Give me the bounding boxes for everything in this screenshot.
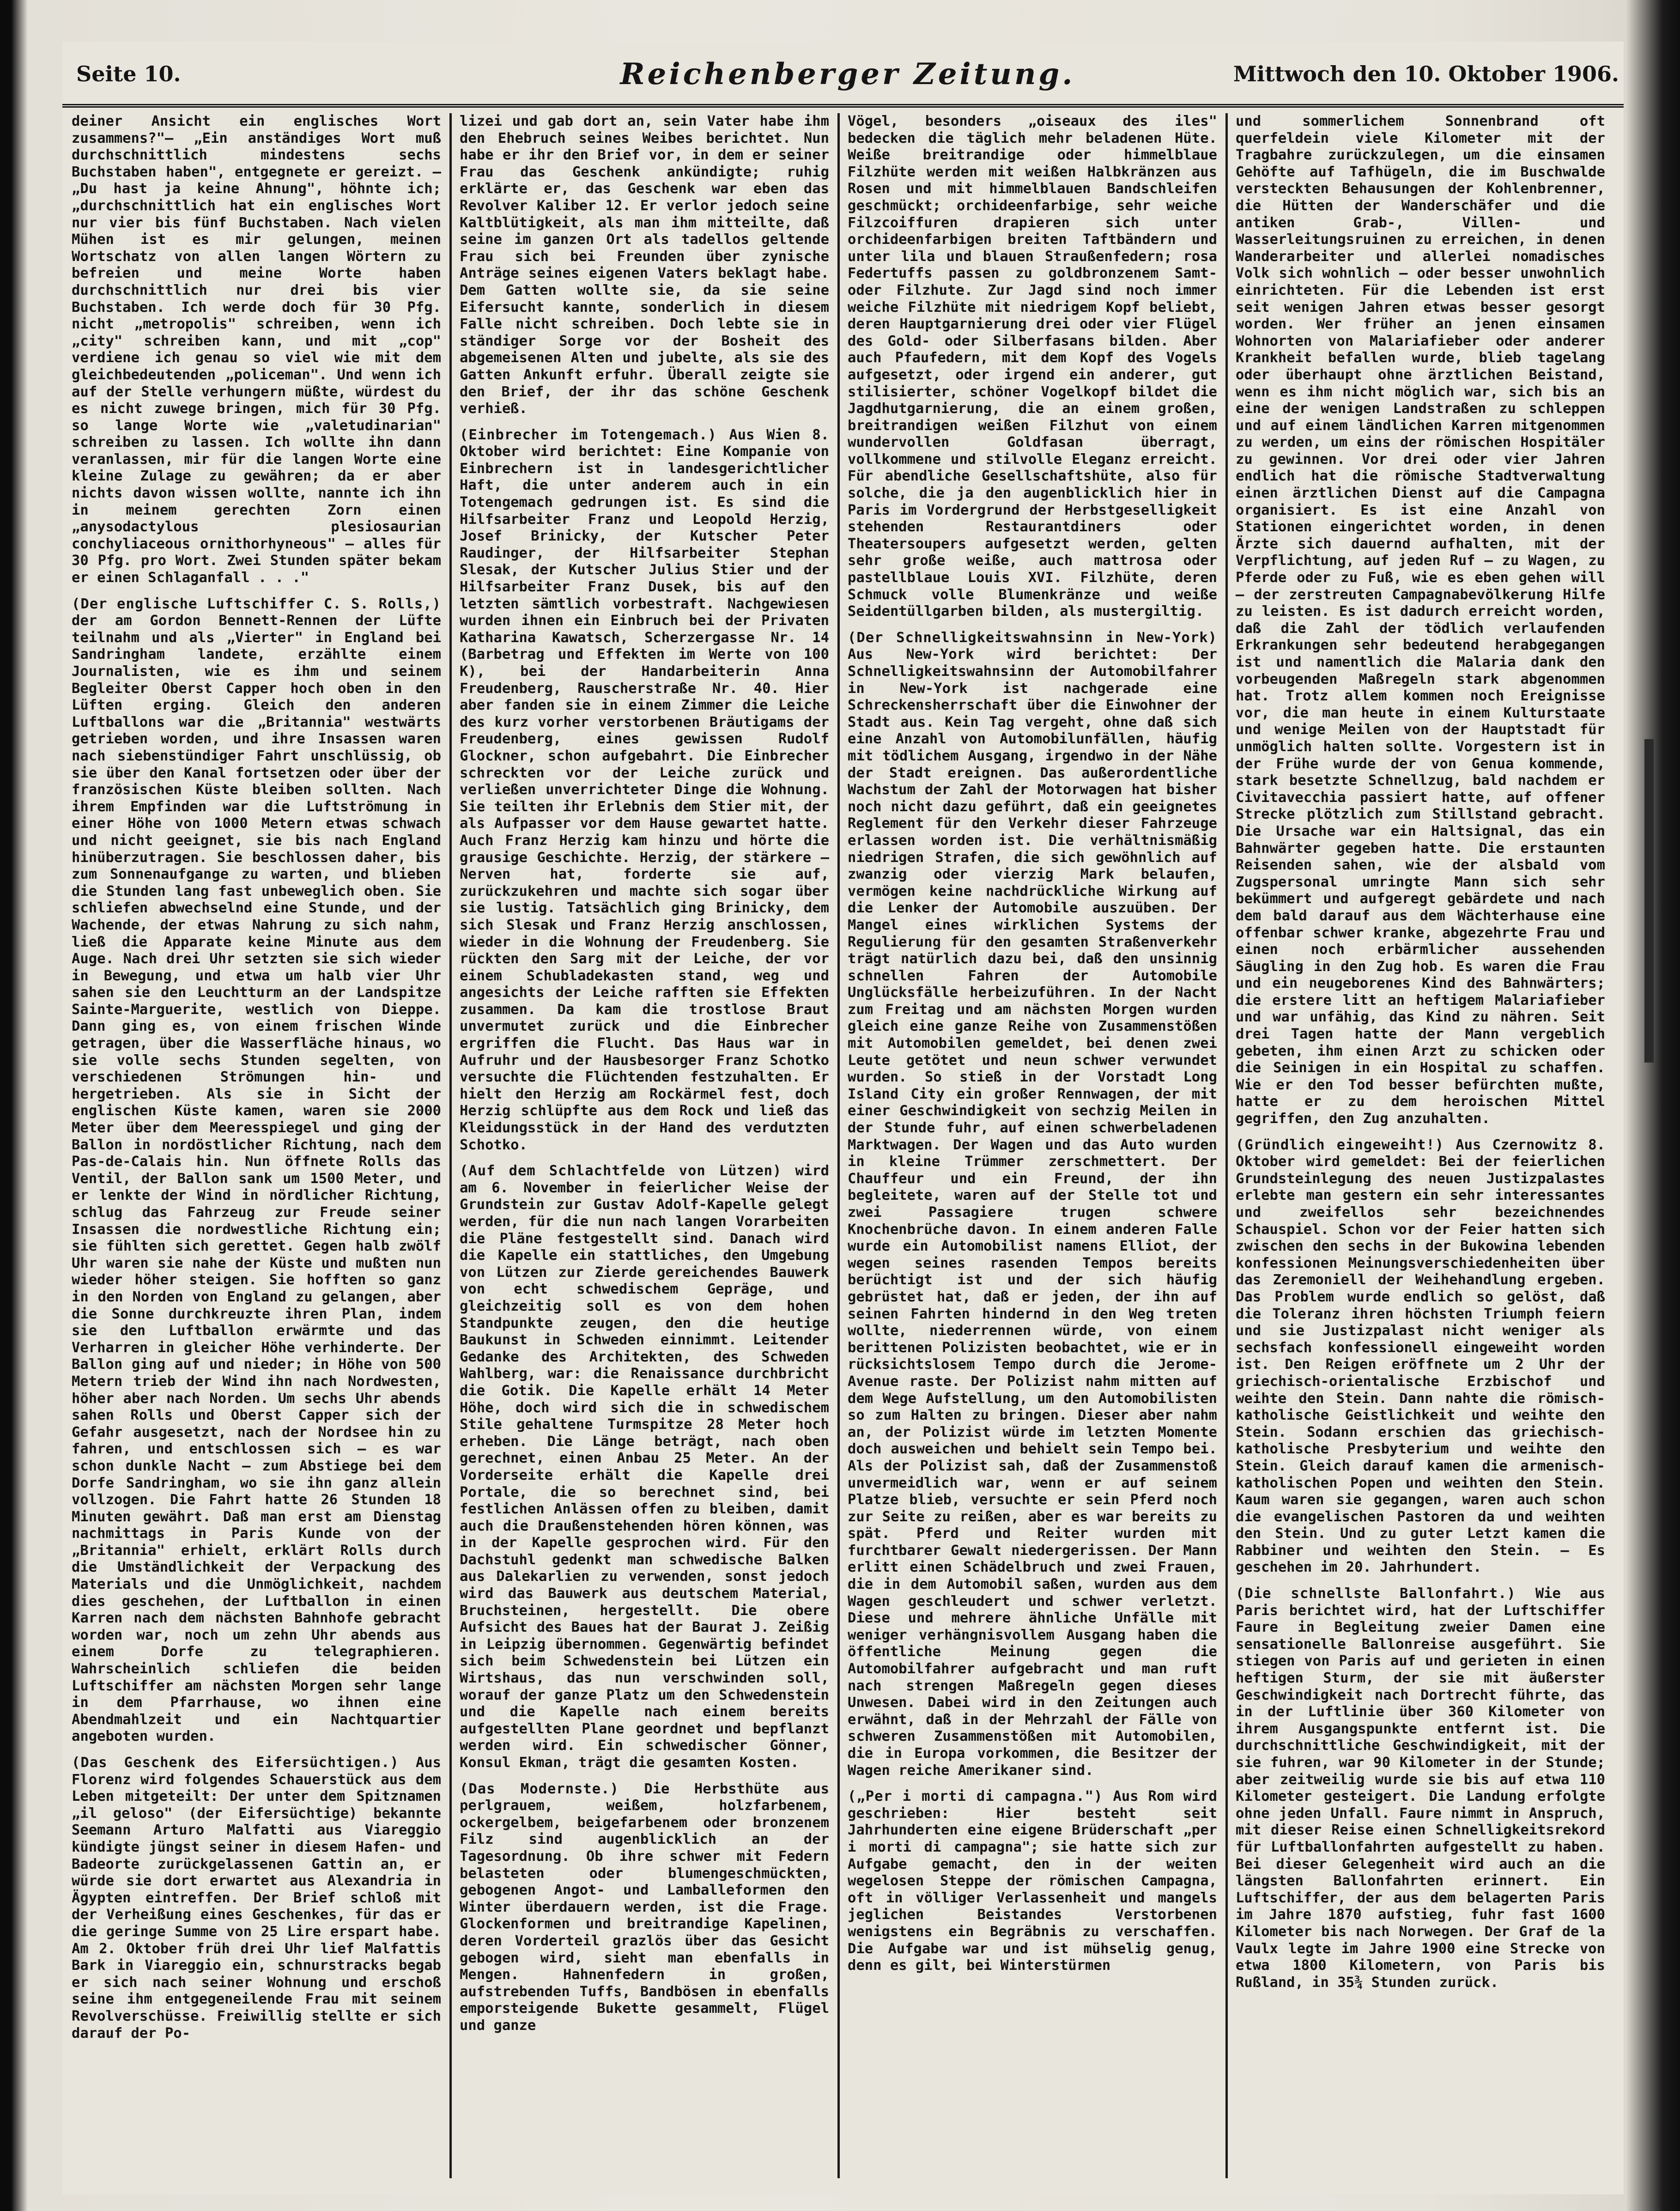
article-heading: (Der englische Luftschiffer C. S. Rolls,) (72, 595, 441, 612)
article-body: lizei und gab dort an, sein Vater habe ihm den Ehebruch seines Weibes berichtet. Nun habe er ihr den Brief vor, in dem er seiner Frau das Geschenk ankündigte; ruhig erklärte er, das Geschenk war eben das Revolver Kaliber 12. Er verlor jedoch seine Kaltblütigkeit, als man ihm mitteilte, daß seine im ganzen Ort als tadellos geltende Frau sich bei Freunden über zynische Anträge seines eigenen Vaters beklagt habe. Dem Gatten wollte sie, da sie seine Eifersucht kannte, sonderlich in diesem Falle nicht schreiben. Doch lebte sie in ständiger Sorge vor der Bosheit des abgemeisenen Alten und jubelte, als sie des Gatten Ankunft erfuhr. Überall zeigte sie den Brief, der ihr das schöne Geschenk verhieß. (460, 113, 829, 417)
article (460, 1163, 829, 1771)
article (72, 596, 441, 1745)
article-body: wird am 6. November in feierlicher Weise der Grundstein zur Gustav Adolf-Kapelle gelegt werden, für die nun nach langen Vorarbeiten die Pläne festgestellt sind. Danach wird die Kapelle ein stattliches, den Umgebung von Lützen zur Zierde gereichendes Bauwerk von echt schwedischem Gepräge, und gleichzeitig soll es von dem hohen Standpunkte zeugen, den die heutige Baukunst in Schweden einnimmt. Leitender Gedanke des Architekten, des Schweden Wahlberg, war: die Renaissance durchbricht die Gotik. Die Kapelle erhält 14 Meter Höhe, doch wird sich die in schwedischem Stile gehaltene Turmspitze 28 Meter hoch erheben. Die Länge beträgt, nach oben gerechnet, einen Anbau 25 Meter. An der Vorderseite erhält die Kapelle drei Portale, die so berechnet sind, bei festlichen Anlässen offen zu bleiben, damit auch die Draußenstehenden hören können, was in der Kapelle gesprochen wird. Für den Dachstuhl gedenkt man schwedische Balken aus Dalekarlien zu verwenden, sonst jedoch wird das Bauwerk aus deutschem Material, Bruchsteinen, hergestellt. Die obere Aufsicht des Baues hat der Baurat J. Zeißig in Leipzig übernommen. Gegenwärtig befindet sich beim Schwedenstein bei Lützen ein Wirtshaus, das nun verschwinden soll, worauf der ganze Platz um den Schwedenstein und die Kapelle nach einem bereits aufgestellten Plane geordnet und bepflanzt werden wird. Ein schwedischer Gönner, Konsul Ekman, trägt die gesamten Kosten. (460, 1163, 829, 1771)
article-heading: (Der Schnelligkeitswahnsinn in New-York) (848, 629, 1217, 646)
article (72, 1755, 441, 2042)
newspaper-page (62, 42, 1624, 2194)
article-heading: (Einbrecher im Totengemach.) (460, 426, 729, 443)
column-3 (848, 113, 1217, 2183)
article-heading: (Auf dem Schlachtfelde von Lützen) (460, 1163, 795, 1179)
article (460, 1781, 829, 2035)
article-body: deiner Ansicht ein englisches Wort zusammens?"— „Ein anständiges Wort muß durchschnittlich mindestens sechs Buchstaben haben", entgegnete er gereizt. — „Du hast ja keine Ahnung", höhnte ich; „durchschnittlich hat ein englisches Wort nur vier bis fünf Buchstaben. Nach vielen Mühen ist es mir gelungen, meinen Wortschatz von allen langen Wörtern zu befreien und meine Worte haben durchschnittlich nur drei bis vier Buchstaben. Ich werde doch für 30 Pfg. nicht „metropolis" schreiben, wenn ich „city" schreiben kann, und mit „cop" verdiene ich genau so viel wie mit dem gleichbedeutenden „policeman". Und wenn ich auf der Stelle verhungern müßte, würdest du es nicht zuwege bringen, mich für 30 Pfg. so lange Worte wie „valetudinarian" schreiben zu lassen. Ich wollte ihn dann veranlassen, mir für die langen Worte eine kleine Zulage zu gewähren; da er aber nichts davon wissen wollte, nannte ich ihn in meinem gerechten Zorn einen „anysodactylous plesiosaurian conchyliaceous ornithorhyneous" — alles für 30 Pfg. pro Wort. Zwei Stunden später bekam er einen Schlaganfall . . ." (72, 113, 441, 586)
page-header (62, 53, 1624, 108)
column-4 (1236, 113, 1605, 2183)
article (848, 113, 1217, 620)
article-heading: (Das Geschenk des Eifersüchtigen.) (72, 1755, 416, 1771)
article-body: Aus Rom wird geschrieben: Hier besteht seit Jahrhunderten eine eigene Brüderschaft „per i morti di campagna"; sie hatte sich zur Aufgabe gemacht, den in der weiten wegelosen Steppe der römischen Campagna, oft in völliger Verlassenheit und mangels jeglichen Beistandes Verstorbenen wenigstens ein Begräbnis zu verschaffen. Die Aufgabe war und ist mühselig genug, denn es gilt, bei Winterstürmen (848, 1788, 1217, 1974)
column-1 (72, 113, 441, 2183)
article-heading: (Das Modernste.) (460, 1780, 644, 1797)
article (72, 113, 441, 587)
issue-date: Mittwoch den 10. Oktober 1906. (1233, 61, 1619, 86)
article-body: Vögel, besonders „oiseaux des iles" bedecken die täglich mehr beladenen Hüte. Weiße breitrandige oder himmelblaue Filzhüte werden mit weißen Halbkränzen aus Rosen und mit himmelblauen Bandschleifen geschmückt; orchideenfarbige, sehr weiche Filzcoiffuren drapieren sich unter orchideenfarbigen breiten Taftbändern und unter lila und blauen Straußenfedern; rosa Federtuffs passen zu goldbronzenem Samt- oder Filzhute. Zur Jagd sind noch immer weiche Filzhüte mit niedrigem Kopf beliebt, deren Hauptgarnierung drei oder vier Flügel des Gold- oder Silberfasans bilden. Aber auch Pfaufedern, mit dem Kopf des Vogels aufgesetzt, oder irgend ein anderer, gut stilisierter, schöner Vogelkopf bildet die Jagdhutgarnierung, die an einem großen, breitrandigen weißen Filzhut von einem wundervollen Goldfasan überragt, vollkommene und stilvolle Eleganz erreicht. Für abendliche Gesellschaftshüte, also für solche, die ja den augenblicklich hier in Paris im Vordergrund der Herbstgeselligkeit stehenden Restaurantdiners oder Theatersoupers aufgesetzt werden, gelten sehr große weiße, auch mattrosa oder pastellblaue Louis XVI. Filzhüte, deren Schmuck volle Blumenkränze und weiße Seidentüllgarben bilden, als mustergiltig. (848, 113, 1217, 620)
article-body: Aus Wien 8. Oktober wird berichtet: Eine Kompanie von Einbrechern ist in landesgerichtlicher Haft, die unter anderem auch in ein Totengemach gedrungen ist. Es sind die Hilfsarbeiter Franz und Leopold Herzig, Josef Brinicky, der Kutscher Peter Raudinger, der Hilfsarbeiter Stephan Slesak, der Kutscher Julius Stier und der Hilfsarbeiter Franz Dusek, bis auf den letzten sämtlich vorbestraft. Nachgewiesen wurden ihnen ein Einbruch bei der Privaten Katharina Kawatsch, Scherzergasse Nr. 14 (Barbetrag und Effekten im Werte von 100 K), bei der Handarbeiterin Anna Freudenberg, Rauscherstraße Nr. 40. Hier aber fanden sie in einem Zimmer die Leiche des kurz vorher verstorbenen Bräutigams der Freudenberg, eines gewissen Rudolf Glockner, schon aufgebahrt. Die Einbrecher schreckten vor der Leiche zurück und verließen unverrichteter Dinge die Wohnung. Sie teilten ihr Erlebnis dem Stier mit, der als Aufpasser vor dem Hause gewartet hatte. Auch Franz Herzig kam hinzu und hörte die grausige Geschichte. Herzig, der stärkere — Nerven hat, forderte sie auf, zurückzukehren und machte sich sogar über sie lustig. Tatsächlich ging Brinicky, dem sich Slesak und Franz Herzig anschlossen, wieder in die Wohnung der Freudenberg. Sie rückten den Sarg mit der Leiche, der vor einem Schubladekasten stand, weg und angesichts der Leiche rafften sie Effekten zusammen. Da kam die trostlose Braut unvermutet zurück und die Einbrecher ergriffen die Flucht. Das Haus war in Aufruhr und der Hausbesorger Franz Schotko versuchte die Flüchtenden festzuhalten. Er hielt den Herzig am Rockärmel fest, doch Herzig schlüpfte aus dem Rock und ließ das Kleidungsstück in der Hand des verdutzten Schotko. (460, 426, 829, 1153)
article-body: Aus New-York wird berichtet: Der Schnelligkeitswahnsinn der Automobilfahrer in New-York ist nachgerade eine Schreckensherrschaft über die Einwohner der Stadt aus. Kein Tag vergeht, ohne daß sich eine Anzahl von Automobilunfällen, häufig mit tödlichem Ausgang, irgendwo in der Nähe der Stadt ereignen. Das außerordentliche Wachstum der Zahl der Motorwagen hat bisher noch nicht dazu geführt, daß ein geeignetes Reglement für den Verkehr dieser Fahrzeuge erlassen worden ist. Die verhältnismäßig niedrigen Strafen, die sich gewöhnlich auf zwanzig oder vierzig Mark belaufen, vermögen keine nachdrückliche Wirkung auf die Lenker der Automobile auszuüben. Der Mangel eines wirklichen Systems der Regulierung für den gesamten Straßenverkehr trägt natürlich dazu bei, daß den unsinnig schnellen Fahren der Automobile Unglücksfälle herbeizuführen. In der Nacht zum Freitag und am nächsten Morgen wurden gleich eine ganze Reihe von Zusammenstößen mit Automobilen gemeldet, bei denen zwei Leute getötet und neun schwer verwundet wurden. So stieß in der Vorstadt Long Island City ein großer Rennwagen, der mit einer Geschwindigkeit von sechzig Meilen in der Stunde fuhr, auf einen schwerbeladenen Marktwagen. Der Wagen und das Auto wurden in kleine Trümmer zerschmettert. Der Chauffeur und ein Freund, der ihn begleitete, waren auf der Stelle tot und zwei Passagiere trugen schwere Knochenbrüche davon. In einem anderen Falle wurde ein Automobilist namens Elliot, der wegen seines rasenden Tempos bereits berüchtigt ist und der sich häufig gebrüstet hat, daß er jeden, der ihn auf seinen Fahrten hindernd in den Weg treten wollte, niederrennen würde, von einem berittenen Polizisten beobachtet, wie er in rücksichtslosem Tempo durch die Jerome-Avenue raste. Der Polizist nahm mitten auf dem Wege Aufstellung, um den Automobilisten so zum Halten zu bringen. Dieser aber nahm an, der Polizist würde im letzten Momente doch ausweichen und behielt sein Tempo bei. Als der Polizist sah, daß der Zusammenstoß unvermeidlich war, wenn er auf seinem Platze blieb, versuchte er sein Pferd noch zur Seite zu reißen, aber es war bereits zu spät. Pferd und Reiter wurden mit furchtbarer Gewalt niedergerissen. Der Mann erlitt einen Schädelbruch und zwei Frauen, die in dem Automobil saßen, wurden aus dem Wagen geschleudert und schwer verletzt. Diese und mehrere ähnliche Unfälle mit weniger verhängnisvollem Ausgang haben die öffentliche Meinung gegen die Automobilfahrer aufgebracht und man ruft nach strengen Maßregeln gegen dieses Unwesen. Dabei wird in den Zeitungen auch erwähnt, daß in der Mehrzahl der Fälle von schweren Zusammenstößen mit Automobilen, die in Europa vorkommen, die Besitzer der Wagen reiche Amerikaner sind. (848, 646, 1217, 1779)
article (1236, 1137, 1605, 1576)
article-heading: (Gründlich eingeweiht!) (1236, 1136, 1456, 1153)
article (460, 427, 829, 1154)
article (460, 113, 829, 418)
article-body: der am Gordon Bennett-Rennen der Lüfte teilnahm und als „Vierter" in England bei Sandringham landete, erzählte einem Journalisten, wie es ihm und seinem Begleiter Oberst Capper hoch oben in den Lüften erging. Gleich den anderen Luftballons war die „Britannia" westwärts getrieben worden, und ihre Insassen waren nach siebenstündiger Fahrt unschlüssig, ob sie über den Kanal fortsetzen oder über der französischen Küste bleiben sollten. Nach ihrem Empfinden war die Luftströmung in einer Höhe von 1000 Metern etwas schwach und nicht geeignet, sie bis nach England hinüberzutragen. Sie beschlossen daher, bis zum Sonnenaufgange zu warten, und blieben die Stunden lang fast unbeweglich oben. Sie schliefen abwechselnd eine Stunde, und der Wachende, der etwas Nahrung zu sich nahm, ließ die Apparate keine Minute aus dem Auge. Nach drei Uhr setzten sie sich wieder in Bewegung, und etwa um halb vier Uhr sahen sie den Leuchtturm an der Landspitze Sainte-Marguerite, westlich von Dieppe. Dann ging es, von einem frischen Winde getragen, über die Wasserfläche hinaus, wo sie volle sechs Stunden segelten, von verschiedenen Strömungen hin- und hergetrieben. Als sie in Sicht der englischen Küste kamen, waren sie 2000 Meter über dem Meeresspiegel und ging der Ballon in nordöstlicher Richtung, nach dem Pas-de-Calais hin. Nun öffnete Rolls das Ventil, der Ballon sank um 1500 Meter, und er lenkte der Wind in nördlicher Richtung, schlug das Fahrzeug zur Freude seiner Insassen die nordwestliche Richtung ein; sie fühlten sich gerettet. Gegen halb zwölf Uhr waren sie nahe der Küste und mußten nun wieder höher steigen. Sie hofften so ganz in den Norden von England zu gelangen, aber die Sonne durchkreuzte ihren Plan, indem sie den Luftballon erwärmte und das Verharren in gleicher Höhe verhinderte. Der Ballon ging auf und nieder; in Höhe von 500 Metern trieb der Wind ihn nach Nordwesten, höher aber nach Norden. Um sechs Uhr abends sahen Rolls und Oberst Capper sich der Gefahr ausgesetzt, nach der Nordsee hin zu fahren, und entschlossen sich — es war schon dunkle Nacht — zum Abstiege bei dem Dorfe Sandringham, wo sie ihn ganz allein vollzogen. Die Fahrt hatte 26 Stunden 18 Minuten gewährt. Daß man erst am Dienstag nachmittags in Paris Kunde von der „Britannia" erhielt, erklärt Rolls durch die Umständlichkeit der Verpackung des Materials und die Unmöglichkeit, nachdem dies geschehen, der Luftballon in einen Karren nach dem nächsten Bahnhofe gebracht worden war, noch um zehn Uhr abends aus einem Dorfe zu telegraphieren. Wahrscheinlich schliefen die beiden Luftschiffer am nächsten Morgen sehr lange in dem Pfarrhause, wo ihnen eine Abendmahlzeit und ein Nachtquartier angeboten wurden. (72, 613, 441, 1745)
column-rule (449, 113, 452, 2178)
article (1236, 113, 1605, 1128)
article (1236, 1585, 1605, 1991)
column-rule (1225, 113, 1228, 2178)
page-number: Seite 10. (76, 61, 181, 86)
masthead-title: Reichenberger Zeitung. (620, 57, 1075, 91)
article-body: Aus Florenz wird folgendes Schauerstück aus dem Leben mitgeteilt: Der unter dem Spitznamen „il geloso" (der Eifersüchtige) bekannte Seemann Arturo Malfatti aus Viareggio kündigte jüngst seiner in diesem Hafen- und Badeorte zurückgelassenen Gattin an, er würde sie dort erwartet aus Alexandria in Ägypten eintreffen. Der Brief schloß mit der Verheißung eines Geschenkes, für das er die geringe Summe von 25 Lire erspart habe. Am 2. Oktober früh drei Uhr lief Malfattis Bark in Viareggio ein, schnurstracks begab er sich nach seiner Wohnung und erschoß seine ihm entgegeneilende Frau mit seinem Revolverschüsse. Freiwillig stellte er sich darauf der Po- (72, 1755, 441, 2041)
column-2 (460, 113, 829, 2183)
text-columns (62, 113, 1624, 2187)
article-body: Die Herbsthüte aus perlgrauem, weißem, holzfarbenem, ockergelbem, beigefarbenem oder bronzenem Filz sind augenblicklich an der Tagesordnung. Ob ihre schwer mit Federn belasteten oder blumengeschmückten, gebogenen Angot- und Lamballeformen den Winter überdauern werden, ist die Frage. Glockenformen und breitrandige Kapelinen, deren Vorderteil grazlös über das Gesicht gebogen wird, sieht man ebenfalls in Mengen. Hahnenfedern in großen, aufstrebenden Tuffs, Bandbösen in ebenfalls emporsteigende Bukette gesammelt, Flügel und ganze (460, 1780, 829, 2034)
scan-edge-strip (1644, 739, 1654, 1063)
article (848, 630, 1217, 1779)
article-body: Aus Czernowitz 8. Oktober wird gemeldet: Bei der feierlichen Grundsteinlegung des neuen Justizpalastes erlebte man gestern ein sehr interessantes und zweifellos sehr bezeichnendes Schauspiel. Schon vor der Feier hatten sich zwischen den sechs in der Bukowina lebenden konfessionen Meinungsverschiedenheiten über das Zeremoniell der Weihehandlung ergeben. Das Problem wurde endlich so gelöst, daß die Toleranz ihren höchsten Triumph feiern und sie Justizpalast nicht weniger als sechsfach konfessionell eingeweiht worden ist. Den Reigen eröffnete um 2 Uhr der griechisch-orientalische Erzbischof und weihte den Stein. Dann nahte die römisch-katholische Geistlichkeit und weihte den Stein. Sodann erschien das griechisch-katholische Presbyterium und weihte den Stein. Gleich darauf kamen die armenisch-katholischen Popen und weihten den Stein. Kaum waren sie gegangen, waren auch schon die evangelischen Pastoren da und weihten den Stein. Und zu guter Letzt kamen die Rabbiner und weihten den Stein. — Es geschehen im 20. Jahrhundert. (1236, 1136, 1605, 1576)
article (848, 1788, 1217, 1974)
article-body: und sommerlichem Sonnenbrand oft querfeldein viele Kilometer mit der Tragbahre zurückzulegen, um die einsamen Gehöfte auf Tafhügeln, die im Buschwalde versteckten Behausungen der Kohlenbrenner, die Hütten der Wanderschäfer und die antiken Grab-, Villen- und Wasserleitungsruinen zu erreichen, in denen Wanderarbeiter und allerlei nomadisches Volk sich wohnlich — oder besser unwohnlich einrichteten. Für die Lebenden ist erst seit wenigen Jahren etwas besser gesorgt worden. Wer früher an jenen einsamen Wohnorten von Malariafieber oder anderer Krankheit befallen wurde, blieb tagelang oder überhaupt ohne ärztlichen Beistand, wenn es ihm nicht möglich war, sich bis an eine der wenigen Landstraßen zu schleppen und auf einem ländlichen Karren mitgenommen zu werden, um eins der römischen Hospitäler zu gewinnen. Vor drei oder vier Jahren endlich hat die römische Stadtverwaltung einen ärztlichen Dienst auf die Campagna organisiert. Es ist eine Anzahl von Stationen eingerichtet worden, in denen Ärzte sich dauernd aufhalten, mit der Verpflichtung, auf jeden Ruf — zu Wagen, zu Pferde oder zu Fuß, wie es eben gehen will — der zerstreuten Campagnabevölkerung Hilfe zu leisten. Es ist dadurch erreicht worden, daß die Zahl der tödlich verlaufenden Erkrankungen sehr bedeutend herabgegangen ist und namentlich die Malaria dank den vorbeugenden Maßregeln stark abgenommen hat. Trotz allem kommen noch Ereignisse vor, die man heute in einem Kulturstaate und wenige Meilen von der Hauptstadt für unmöglich halten sollte. Vorgestern ist in der Frühe wurde der von Genua kommende, stark besetzte Schnellzug, bald nachdem er Civitavecchia passiert hatte, auf offener Strecke plötzlich zum Stillstand gebracht. Die Ursache war ein Haltsignal, das ein Bahnwärter gegeben hatte. Die erstaunten Reisenden sahen, wie der alsbald vom Zugspersonal umringte Mann sich sehr bekümmert und aufgeregt gebärdete und nach dem bald darauf aus dem Wächterhause eine offenbar schwer kranke, abgezehrte Frau und einen noch erbärmlicher aussehenden Säugling in den Zug hob. Es waren die Frau und ein neugeborenes Kind des Bahnwärters; die erstere litt an heftigem Malariafieber und war unfähig, das Kind zu nähren. Seit drei Tagen hatte der Mann vergeblich gebeten, ihm einen Arzt zu schicken oder die Seinigen in ein Hospital zu schaffen. Wie er den Tod besser befürchten mußte, hatte er zu dem heroischen Mittel gegriffen, den Zug anzuhalten. (1236, 113, 1605, 1127)
article-body: Wie aus Paris berichtet wird, hat der Luftschiffer Faure in Begleitung zweier Damen eine sensationelle Ballonreise ausgeführt. Sie stiegen von Paris auf und gerieten in einen heftigen Sturm, der sie mit äußerster Geschwindigkeit nach Dortrecht führte, das in der Luftlinie über 360 Kilometer von ihrem Ausgangspunkte entfernt ist. Die durchschnittliche Geschwindigkeit, mit der sie fuhren, war 90 Kilometer in der Stunde; aber zeitweilig wurde sie bis auf etwa 110 Kilometer gesteigert. Die Landung erfolgte ohne jeden Unfall. Faure nimmt in Anspruch, mit dieser Reise einen Schnelligkeitsrekord für Luftballonfahrten aufgestellt zu haben. Bei dieser Gelegenheit wird auch an die längsten Ballonfahrten erinnert. Ein Luftschiffer, der aus dem belagerten Paris im Jahre 1870 aufstieg, fuhr fast 1600 Kilometer bis nach Norwegen. Der Graf de la Vaulx legte im Jahre 1900 eine Strecke von etwa 1800 Kilometern, von Paris bis Rußland, in 35¾ Stunden zurück. (1236, 1585, 1605, 1991)
article-heading: (Die schnellste Ballonfahrt.) (1236, 1585, 1535, 1602)
column-rule (837, 113, 840, 2178)
article-heading: („Per i morti di campagna.") (848, 1788, 1113, 1805)
